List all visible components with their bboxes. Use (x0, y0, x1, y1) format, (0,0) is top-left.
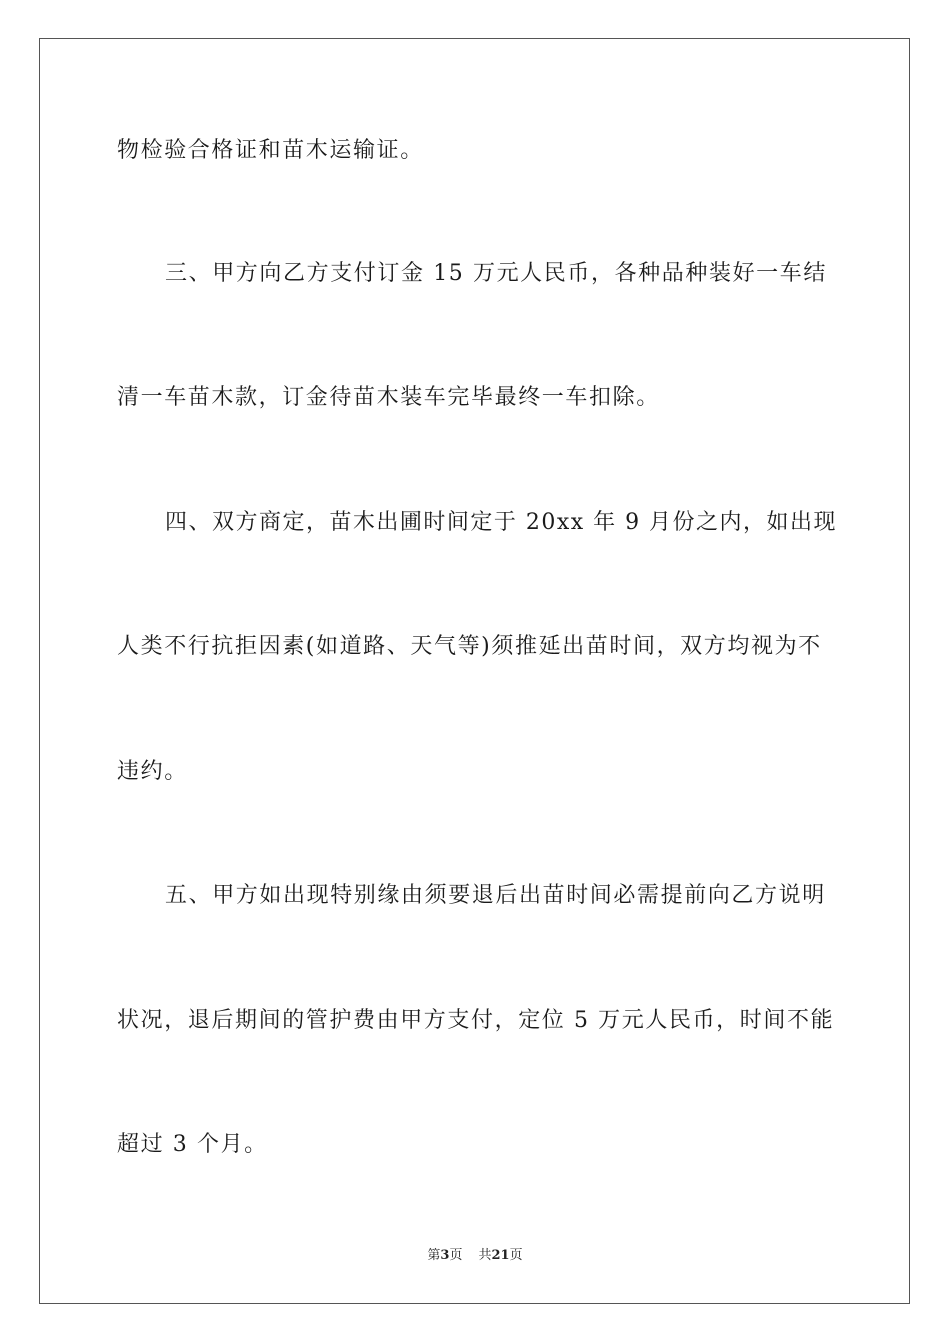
text-line-8: 状况，退后期间的管护费由甲方支付，定位 5 万元人民币，时间不能 (117, 1008, 835, 1033)
text-line-2: 三、甲方向乙方支付订金 15 万元人民币，各种品种装好一车结 (165, 261, 827, 286)
footer-total-suffix: 页 (509, 1248, 523, 1263)
text-line-7: 五、甲方如出现特别缘由须要退后出苗时间必需提前向乙方说明 (165, 883, 826, 908)
footer-total-prefix: 共 (478, 1248, 492, 1263)
footer-page-prefix: 第 (427, 1248, 441, 1263)
text-line-6: 违约。 (117, 759, 188, 784)
footer-page-suffix: 页 (449, 1248, 463, 1263)
footer-page-number: 3 (440, 1248, 450, 1263)
text-line-5: 人类不行抗拒因素(如道路、天气等)须推延出苗时间，双方均视为不 (117, 634, 822, 659)
text-line-3: 清一车苗木款，订金待苗木装车完毕最终一车扣除。 (117, 385, 660, 410)
page-border (39, 38, 910, 1304)
text-line-4: 四、双方商定，苗木出圃时间定于 20xx 年 9 月份之内，如出现 (165, 510, 837, 535)
page-footer (0, 1247, 950, 1265)
text-line-1: 物检验合格证和苗木运输证。 (117, 138, 424, 163)
footer-total-pages: 21 (491, 1248, 510, 1263)
text-line-9: 超过 3 个月。 (117, 1132, 268, 1157)
